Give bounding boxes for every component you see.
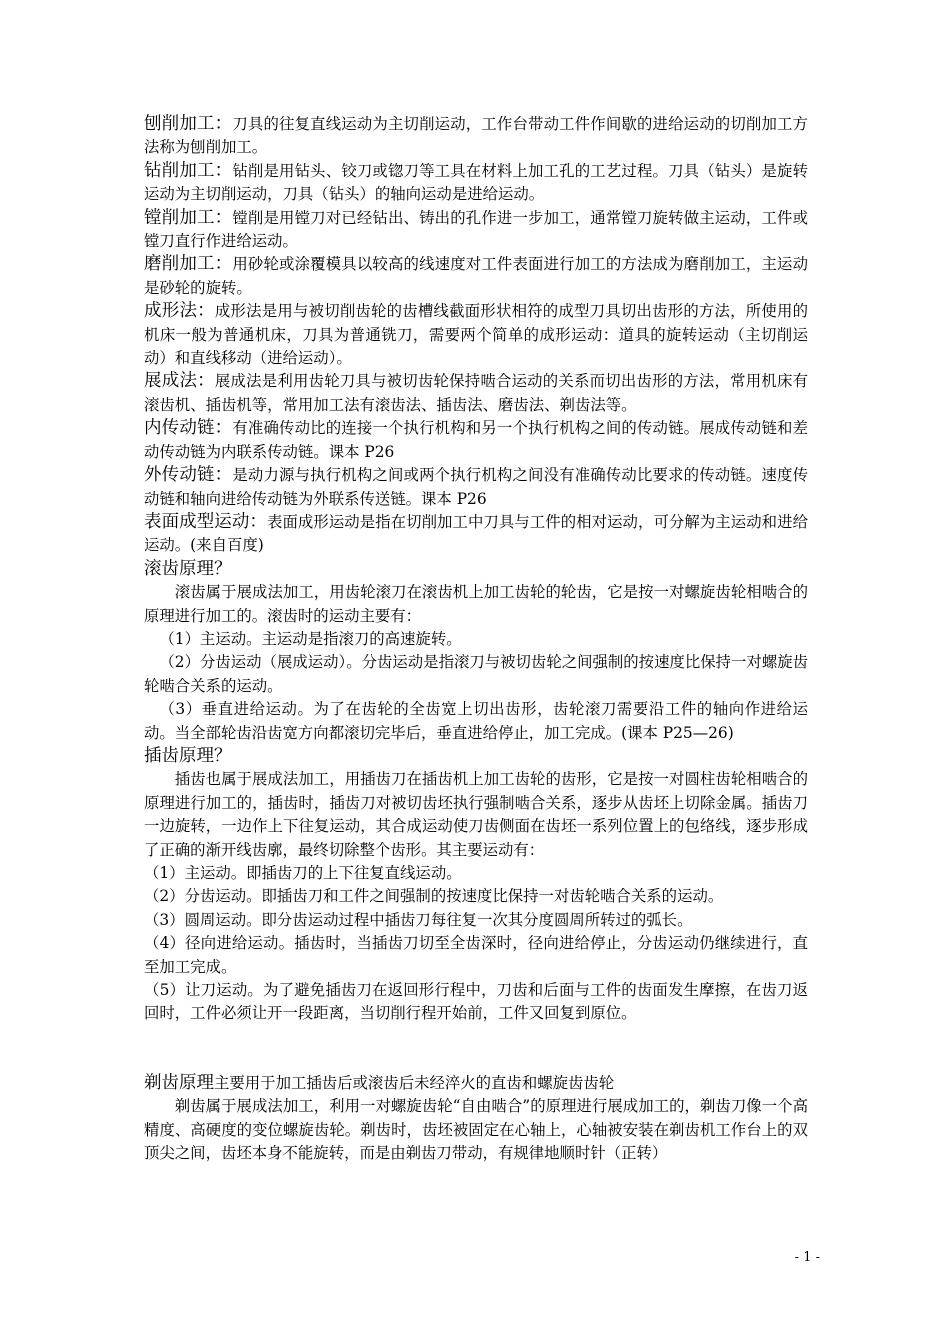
shaving-subtitle: 主要用于加工插齿后或滚齿后未经淬火的直齿和螺旋齿齿轮 bbox=[214, 1073, 615, 1092]
shaping-heading: 插齿原理？ bbox=[144, 745, 232, 766]
shaping-item: （4）径向进给运动。插齿时，当插齿刀切至全齿深时，径向进给停止，分齿运动仍继续进行，直至加工完成。 bbox=[144, 934, 808, 976]
definition-term: 外传动链： bbox=[144, 465, 233, 486]
definition-term: 成形法： bbox=[144, 301, 215, 322]
definition-term: 表面成型运动： bbox=[144, 511, 267, 532]
definition-external-chain bbox=[144, 464, 808, 511]
definition-term: 刨削加工： bbox=[144, 114, 233, 134]
shaving-heading-line bbox=[144, 1072, 808, 1095]
shaving-heading: 剃齿原理 bbox=[144, 1072, 214, 1093]
definition-text: 展成法是利用齿轮刀具与被切齿轮保持啮合运动的关系而切出齿形的方法，常用机床有滚齿机、插齿机等，常用加工法有滚齿法、插齿法、磨齿法、剃齿法等。 bbox=[144, 372, 808, 414]
hobbing-heading: 滚齿原理？ bbox=[144, 558, 232, 579]
definition-surface-motion bbox=[144, 511, 808, 558]
document-body bbox=[144, 113, 808, 1165]
definition-internal-chain bbox=[144, 417, 808, 464]
shaping-item: （1）主运动。即插齿刀的上下往复直线运动。 bbox=[144, 864, 462, 882]
shaping-intro: 插齿也属于展成法加工，用插齿刀在插齿机上加工齿轮的齿形，它是按一对圆柱齿轮相啮合的原理进行加工的，插齿时，插齿刀对被切齿坯执行强制啮合关系，逐步从齿坯上切除金属。插齿刀一边旋转，一边作上下往复运动，其合成运动使刀齿侧面在齿坯一系列位置上的包络线，逐步形成了正确的渐开线齿廓，最终切除整个齿形。其主要运动有： bbox=[144, 770, 808, 859]
definition-text: 用砂轮或涂覆模具以较高的线速度对工件表面进行加工的方法成为磨削加工，主运动是砂轮的旋转。 bbox=[144, 255, 808, 297]
definition-text: 表面成形运动是指在切削加工中刀具与工件的相对运动，可分解为主运动和进给运动。(来自百度) bbox=[144, 512, 808, 555]
spacer bbox=[144, 1026, 808, 1072]
definition-text: 成形法是用与被切削齿轮的齿槽线截面形状相符的成型刀具切出齿形的方法，所使用的机床一般为普通机床，刀具为普通铣刀，需要两个简单的成形运动：道具的旋转运动（主切削运动）和直线移动（进给运动）。 bbox=[144, 302, 808, 368]
shaping-item: （2）分齿运动。即插齿刀和工件之间强制的按速度比保持一对齿轮啮合关系的运动。 bbox=[144, 887, 724, 906]
hobbing-item: （1）主运动。主运动是指滚刀的高速旋转。 bbox=[159, 629, 462, 648]
definition-text: 钻削是用钻头、铰刀或锪刀等工具在材料上加工孔的工艺过程。刀具（钻头）是旋转运动为主切削运动，刀具（钻头）的轴向运动是进给运动。 bbox=[144, 161, 808, 204]
definition-planing bbox=[144, 113, 808, 160]
shaping-item: （3）圆周运动。即分齿运动过程中插齿刀每往复一次其分度圆周所转过的弧长。 bbox=[144, 910, 693, 929]
shaving-intro: 剃齿属于展成法加工，利用一对螺旋齿轮“自由啮合”的原理进行展成加工的，剃齿刀像一个高精度、高硬度的变位螺旋齿轮。剃齿时，齿坯被固定在心轴上，心轴被安装在剃齿机工作台上的双顶尖之间，齿坯本身不能旋转，而是由剃齿刀带动，有规律地顺时针（正转） bbox=[144, 1097, 808, 1163]
definition-drilling bbox=[144, 160, 808, 207]
page-number: - 1 - bbox=[794, 1250, 820, 1265]
definition-forming-method bbox=[144, 300, 808, 370]
definition-term: 内传动链： bbox=[144, 418, 233, 439]
definition-term: 钻削加工： bbox=[144, 160, 233, 181]
definition-generating-method bbox=[144, 370, 808, 417]
hobbing-item: （2）分齿运动（展成运动）。分齿运动是指滚刀与被切齿轮之间强制的按速度比保持一对螺旋齿轮啮合关系的运动。 bbox=[144, 653, 808, 695]
hobbing-item: （3）垂直进给运动。为了在齿轮的全齿宽上切出齿形，齿轮滚刀需要沿工件的轴向作进给运动。当全部轮齿沿齿宽方向都滚切完毕后，垂直进给停止，加工完成。(课本 P25—26) bbox=[144, 700, 808, 742]
definition-term: 磨削加工： bbox=[144, 254, 233, 275]
definition-grinding bbox=[144, 253, 808, 300]
shaping-item: （5）让刀运动。为了避免插齿刀在返回形行程中，刀齿和后面与工件的齿面发生摩擦，在齿刀返回时，工件必须让开一段距离，当切削行程开始前，工件又回复到原位。 bbox=[144, 981, 808, 1023]
definition-term: 展成法： bbox=[144, 371, 215, 392]
hobbing-intro: 滚齿属于展成法加工，用齿轮滚刀在滚齿机上加工齿轮的轮齿，它是按一对螺旋齿轮相啮合的原理进行加工的。滚齿时的运动主要有： bbox=[144, 583, 808, 625]
definition-text: 有准确传动比的连接一个执行机构和另一个执行机构之间的传动链。展成传动链和差动传动链为内联系传动链。课本 P26 bbox=[144, 419, 808, 461]
definition-text: 是动力源与执行机构之间或两个执行机构之间没有准确传动比要求的传动链。速度传动链和轴向进给传动链为外联系传送链。课本 P26 bbox=[144, 466, 808, 508]
definition-term: 镗削加工： bbox=[144, 207, 233, 228]
definition-boring bbox=[144, 207, 808, 254]
definition-text: 镗削是用镗刀对已经钻出、铸出的孔作进一步加工，通常镗刀旋转做主运动，工件或镗刀直行作进给运动。 bbox=[144, 208, 808, 251]
definition-text: 刀具的往复直线运动为主切削运动，工作台带动工件作间歇的进给运动的切削加工方法称为刨削加工。 bbox=[144, 115, 808, 157]
